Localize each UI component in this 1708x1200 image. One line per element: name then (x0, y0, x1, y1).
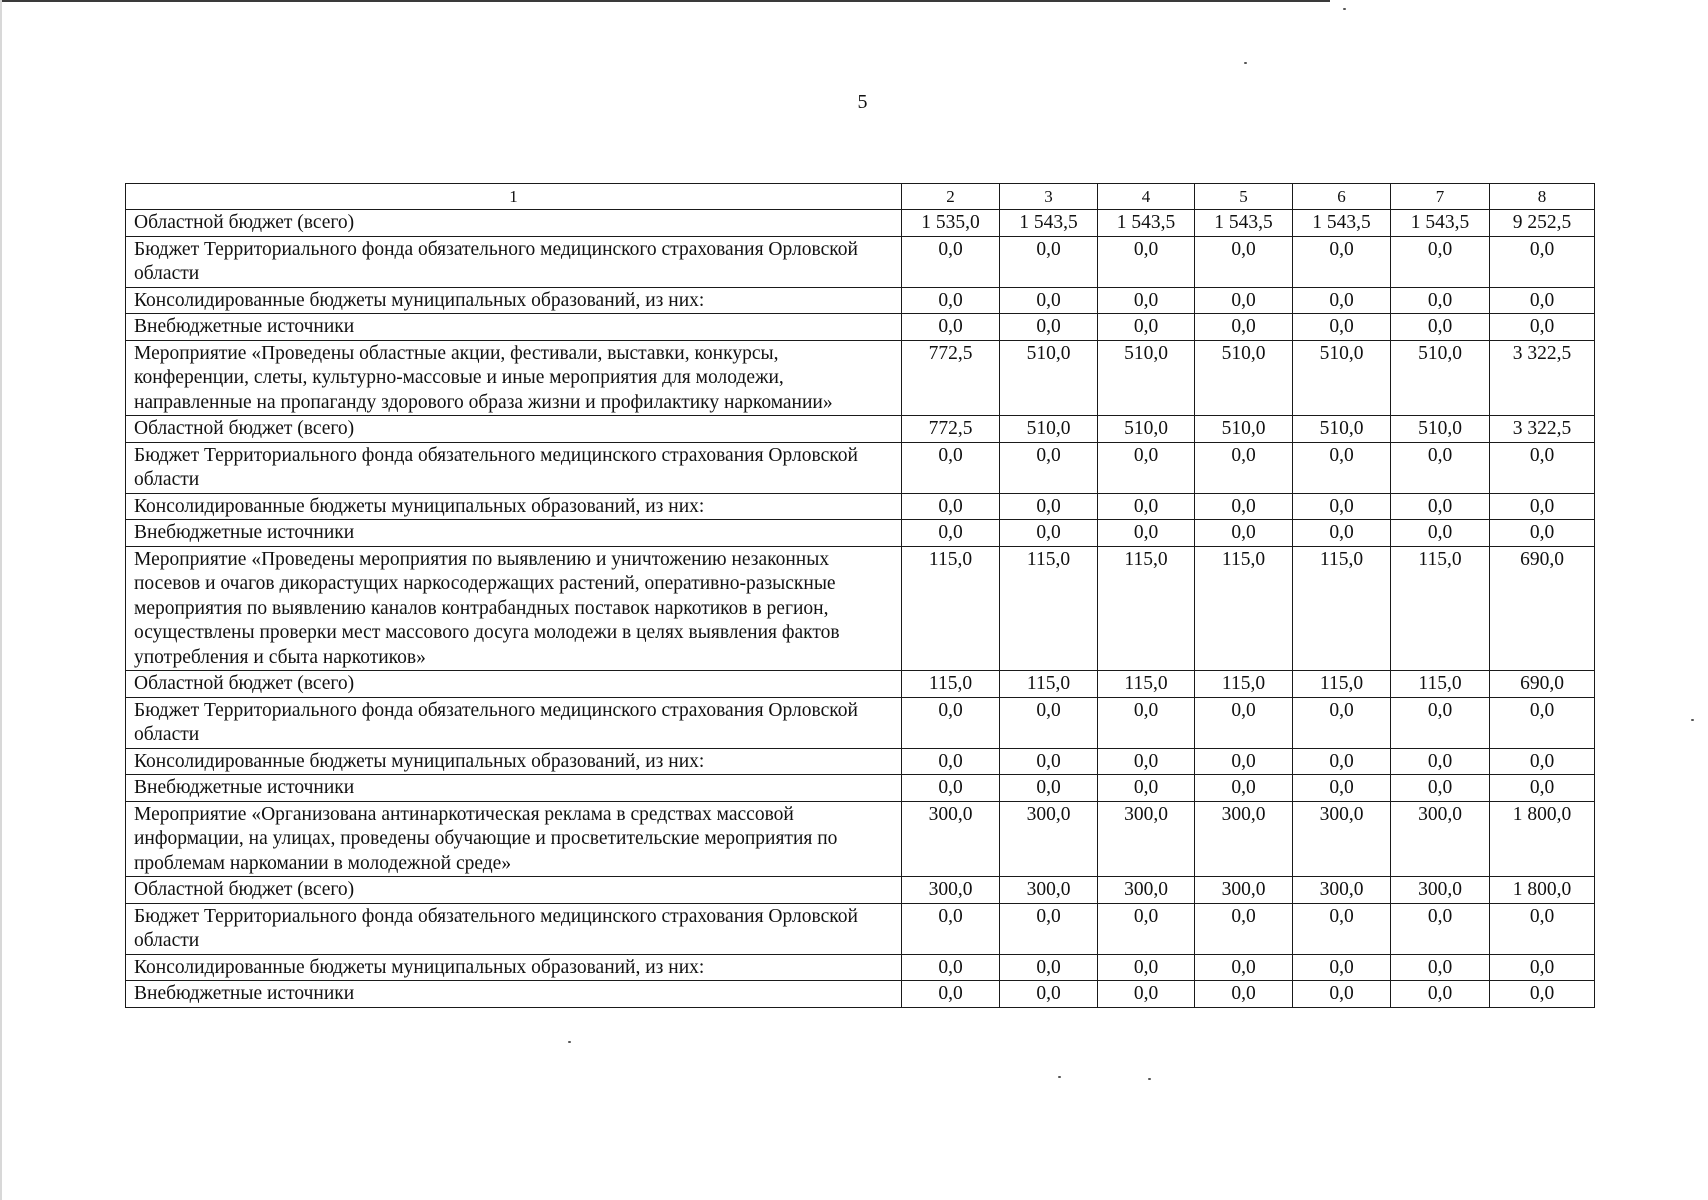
value-cell: 300,0 (1293, 877, 1391, 904)
value-cell: 0,0 (1293, 981, 1391, 1008)
value-cell: 0,0 (1490, 314, 1595, 341)
value-cell: 0,0 (1195, 442, 1293, 493)
value-cell: 510,0 (1293, 340, 1391, 416)
table-row (126, 442, 1595, 493)
table-row (126, 877, 1595, 904)
row-label: Мероприятие «Организована антинаркотическая реклама в средствах массовой информации, на улицах, проведены обучающие и просветительские мероприятия по проблемам наркомании в молодежной среде» (126, 801, 902, 877)
value-cell: 0,0 (1293, 748, 1391, 775)
value-cell: 0,0 (1195, 748, 1293, 775)
value-cell: 0,0 (1000, 748, 1098, 775)
value-cell: 1 800,0 (1490, 801, 1595, 877)
value-cell: 300,0 (1000, 877, 1098, 904)
value-cell: 115,0 (1000, 546, 1098, 671)
value-cell: 0,0 (1293, 493, 1391, 520)
value-cell: 0,0 (1490, 981, 1595, 1008)
value-cell: 510,0 (1098, 340, 1195, 416)
value-cell: 0,0 (1490, 775, 1595, 802)
row-label: Консолидированные бюджеты муниципальных образований, из них: (126, 748, 902, 775)
value-cell: 0,0 (1293, 442, 1391, 493)
value-cell: 9 252,5 (1490, 210, 1595, 237)
value-cell: 0,0 (1000, 236, 1098, 287)
value-cell: 1 543,5 (1195, 210, 1293, 237)
column-header: 5 (1195, 184, 1293, 210)
value-cell: 0,0 (1391, 287, 1490, 314)
value-cell: 0,0 (1195, 493, 1293, 520)
table-row (126, 287, 1595, 314)
value-cell: 1 543,5 (1098, 210, 1195, 237)
budget-table (125, 183, 1595, 1008)
value-cell: 0,0 (1490, 287, 1595, 314)
value-cell: 300,0 (1293, 801, 1391, 877)
value-cell: 1 543,5 (1000, 210, 1098, 237)
value-cell: 1 543,5 (1391, 210, 1490, 237)
value-cell: 300,0 (1391, 801, 1490, 877)
value-cell: 0,0 (902, 954, 1000, 981)
value-cell: 0,0 (1490, 697, 1595, 748)
scan-speck (1244, 62, 1247, 64)
table-row (126, 546, 1595, 671)
value-cell: 0,0 (1195, 287, 1293, 314)
value-cell: 0,0 (1490, 748, 1595, 775)
value-cell: 115,0 (1195, 546, 1293, 671)
value-cell: 0,0 (1293, 697, 1391, 748)
value-cell: 0,0 (1000, 981, 1098, 1008)
table-header-row (126, 184, 1595, 210)
table-row (126, 775, 1595, 802)
row-label: Областной бюджет (всего) (126, 877, 902, 904)
table-row (126, 697, 1595, 748)
value-cell: 0,0 (1000, 493, 1098, 520)
row-label: Бюджет Территориального фонда обязательного медицинского страхования Орловской области (126, 236, 902, 287)
value-cell: 0,0 (1098, 493, 1195, 520)
value-cell: 0,0 (1391, 981, 1490, 1008)
value-cell: 1 535,0 (902, 210, 1000, 237)
value-cell: 0,0 (1098, 314, 1195, 341)
value-cell: 0,0 (1490, 520, 1595, 547)
value-cell: 0,0 (902, 520, 1000, 547)
row-label: Внебюджетные источники (126, 520, 902, 547)
value-cell: 300,0 (902, 801, 1000, 877)
value-cell: 510,0 (1195, 340, 1293, 416)
table-row (126, 903, 1595, 954)
value-cell: 0,0 (1490, 236, 1595, 287)
value-cell: 115,0 (1195, 671, 1293, 698)
value-cell: 3 322,5 (1490, 340, 1595, 416)
scan-speck (1058, 1076, 1061, 1078)
value-cell: 0,0 (1490, 954, 1595, 981)
value-cell: 115,0 (1391, 671, 1490, 698)
value-cell: 0,0 (1098, 287, 1195, 314)
row-label: Бюджет Территориального фонда обязательного медицинского страхования Орловской области (126, 442, 902, 493)
value-cell: 0,0 (1391, 314, 1490, 341)
value-cell: 3 322,5 (1490, 416, 1595, 443)
value-cell: 0,0 (1000, 697, 1098, 748)
value-cell: 0,0 (902, 748, 1000, 775)
value-cell: 690,0 (1490, 671, 1595, 698)
value-cell: 510,0 (1391, 416, 1490, 443)
value-cell: 300,0 (1195, 877, 1293, 904)
column-header: 6 (1293, 184, 1391, 210)
value-cell: 0,0 (902, 981, 1000, 1008)
table-row (126, 801, 1595, 877)
value-cell: 0,0 (902, 775, 1000, 802)
table-row (126, 981, 1595, 1008)
value-cell: 772,5 (902, 340, 1000, 416)
table-row (126, 954, 1595, 981)
table-row (126, 416, 1595, 443)
table-body (126, 210, 1595, 1008)
row-label: Областной бюджет (всего) (126, 210, 902, 237)
row-label: Областной бюджет (всего) (126, 671, 902, 698)
value-cell: 115,0 (1098, 671, 1195, 698)
value-cell: 115,0 (902, 671, 1000, 698)
value-cell: 0,0 (1293, 954, 1391, 981)
value-cell: 0,0 (1098, 981, 1195, 1008)
row-label: Консолидированные бюджеты муниципальных образований, из них: (126, 287, 902, 314)
value-cell: 510,0 (1098, 416, 1195, 443)
value-cell: 0,0 (1490, 903, 1595, 954)
value-cell: 0,0 (1098, 748, 1195, 775)
row-label: Областной бюджет (всего) (126, 416, 902, 443)
value-cell: 0,0 (902, 493, 1000, 520)
value-cell: 300,0 (1195, 801, 1293, 877)
value-cell: 0,0 (1098, 775, 1195, 802)
value-cell: 0,0 (1195, 697, 1293, 748)
column-header: 2 (902, 184, 1000, 210)
value-cell: 0,0 (1000, 520, 1098, 547)
value-cell: 510,0 (1000, 340, 1098, 416)
value-cell: 0,0 (1098, 442, 1195, 493)
value-cell: 0,0 (1098, 520, 1195, 547)
value-cell: 0,0 (1195, 520, 1293, 547)
value-cell: 772,5 (902, 416, 1000, 443)
value-cell: 510,0 (1293, 416, 1391, 443)
value-cell: 510,0 (1195, 416, 1293, 443)
value-cell: 0,0 (1391, 493, 1490, 520)
value-cell: 0,0 (1293, 314, 1391, 341)
value-cell: 0,0 (1391, 520, 1490, 547)
value-cell: 0,0 (1391, 748, 1490, 775)
value-cell: 0,0 (902, 442, 1000, 493)
value-cell: 0,0 (1098, 697, 1195, 748)
value-cell: 115,0 (1293, 546, 1391, 671)
value-cell: 510,0 (1391, 340, 1490, 416)
value-cell: 0,0 (1000, 954, 1098, 981)
value-cell: 115,0 (1000, 671, 1098, 698)
table-row (126, 671, 1595, 698)
table-row (126, 314, 1595, 341)
value-cell: 1 800,0 (1490, 877, 1595, 904)
value-cell: 0,0 (902, 697, 1000, 748)
value-cell: 0,0 (1391, 775, 1490, 802)
value-cell: 300,0 (1000, 801, 1098, 877)
value-cell: 0,0 (1000, 314, 1098, 341)
value-cell: 0,0 (1391, 903, 1490, 954)
value-cell: 0,0 (1098, 903, 1195, 954)
value-cell: 690,0 (1490, 546, 1595, 671)
scan-border-top (0, 0, 1330, 2)
value-cell: 0,0 (902, 287, 1000, 314)
value-cell: 115,0 (1391, 546, 1490, 671)
value-cell: 0,0 (1391, 442, 1490, 493)
value-cell: 0,0 (1098, 954, 1195, 981)
value-cell: 0,0 (1195, 314, 1293, 341)
table-row (126, 236, 1595, 287)
value-cell: 0,0 (1000, 442, 1098, 493)
value-cell: 0,0 (1293, 520, 1391, 547)
value-cell: 0,0 (1195, 903, 1293, 954)
column-header: 8 (1490, 184, 1595, 210)
table-row (126, 340, 1595, 416)
value-cell: 115,0 (1098, 546, 1195, 671)
row-label: Внебюджетные источники (126, 314, 902, 341)
value-cell: 0,0 (1391, 697, 1490, 748)
value-cell: 0,0 (1293, 903, 1391, 954)
value-cell: 0,0 (902, 236, 1000, 287)
value-cell: 115,0 (902, 546, 1000, 671)
value-cell: 0,0 (1293, 775, 1391, 802)
value-cell: 0,0 (1490, 442, 1595, 493)
value-cell: 1 543,5 (1293, 210, 1391, 237)
column-header: 7 (1391, 184, 1490, 210)
value-cell: 115,0 (1293, 671, 1391, 698)
row-label: Бюджет Территориального фонда обязательного медицинского страхования Орловской области (126, 697, 902, 748)
column-header: 4 (1098, 184, 1195, 210)
value-cell: 0,0 (1490, 493, 1595, 520)
scan-speck (1148, 1078, 1151, 1080)
value-cell: 0,0 (1000, 903, 1098, 954)
value-cell: 0,0 (1195, 954, 1293, 981)
table-row (126, 493, 1595, 520)
row-label: Мероприятие «Проведены мероприятия по выявлению и уничтожению незаконных посевов и очагов дикорастущих наркосодержащих растений, оперативно-разыскные мероприятия по выявлению каналов контрабандных поставок наркотиков в регион, осуществлены проверки мест массового досуга молодежи в целях выявления фактов употребления и сбыта наркотиков» (126, 546, 902, 671)
value-cell: 300,0 (1391, 877, 1490, 904)
row-label: Мероприятие «Проведены областные акции, фестивали, выставки, конкурсы, конференции, слеты, культурно-массовые и иные мероприятия для молодежи, направленные на пропаганду здорового образа жизни и профилактику наркомании» (126, 340, 902, 416)
scan-border-left (0, 0, 2, 1200)
row-label: Консолидированные бюджеты муниципальных образований, из них: (126, 954, 902, 981)
value-cell: 300,0 (1098, 801, 1195, 877)
value-cell: 0,0 (1391, 236, 1490, 287)
row-label: Внебюджетные источники (126, 981, 902, 1008)
value-cell: 0,0 (1098, 236, 1195, 287)
table-row (126, 520, 1595, 547)
value-cell: 0,0 (902, 903, 1000, 954)
value-cell: 510,0 (1000, 416, 1098, 443)
row-label: Бюджет Территориального фонда обязательного медицинского страхования Орловской области (126, 903, 902, 954)
page-number: 5 (857, 91, 868, 113)
value-cell: 0,0 (1195, 775, 1293, 802)
row-label: Внебюджетные источники (126, 775, 902, 802)
value-cell: 0,0 (1000, 287, 1098, 314)
row-label: Консолидированные бюджеты муниципальных образований, из них: (126, 493, 902, 520)
value-cell: 300,0 (902, 877, 1000, 904)
value-cell: 300,0 (1098, 877, 1195, 904)
column-header: 1 (126, 184, 902, 210)
value-cell: 0,0 (1195, 981, 1293, 1008)
value-cell: 0,0 (1000, 775, 1098, 802)
scan-speck (1343, 8, 1346, 10)
value-cell: 0,0 (1293, 287, 1391, 314)
column-header: 3 (1000, 184, 1098, 210)
value-cell: 0,0 (1195, 236, 1293, 287)
scan-speck (568, 1041, 571, 1043)
scan-speck (1691, 719, 1694, 721)
value-cell: 0,0 (902, 314, 1000, 341)
table-row (126, 748, 1595, 775)
value-cell: 0,0 (1293, 236, 1391, 287)
value-cell: 0,0 (1391, 954, 1490, 981)
table-row (126, 210, 1595, 237)
